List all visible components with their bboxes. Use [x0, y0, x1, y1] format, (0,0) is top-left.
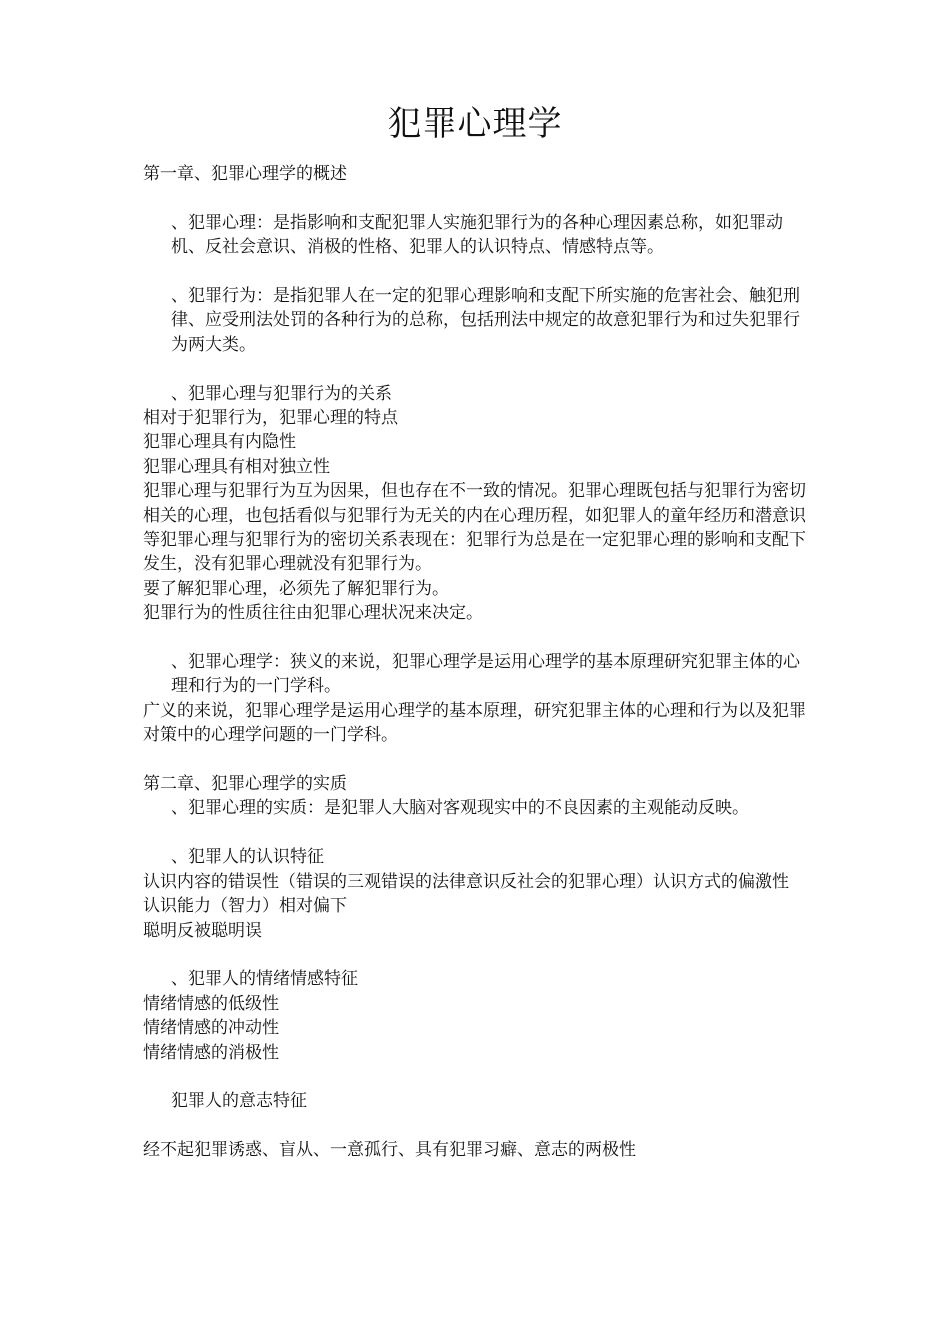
paragraph-definition-criminal-psychology: 、犯罪心理：是指影响和支配犯罪人实施犯罪行为的各种心理因素总称，如犯罪动机、反社会意识、消极的性格、犯罪人的认识特点、情感特点等。	[171, 212, 783, 258]
paragraph-gap	[143, 357, 807, 381]
text-line: 相对于犯罪行为，犯罪心理的特点	[143, 408, 398, 429]
paragraph-definition-narrow: 、犯罪心理学：狭义的来说，犯罪心理学是运用心理学的基本原理研究犯罪主体的心理和行为的一门学科。	[171, 652, 800, 697]
text-line: 经不起犯罪诱惑、盲从、一意孤行、具有犯罪习癖、意志的两极性	[143, 1140, 636, 1161]
section-heading-relationship: 、犯罪心理与犯罪行为的关系	[171, 383, 392, 404]
chapter-2-heading: 第二章、犯罪心理学的实质	[143, 774, 347, 795]
paragraph-gap	[143, 626, 807, 650]
paragraph-gap	[143, 821, 807, 845]
text-line: 聪明反被聪明误	[143, 920, 262, 941]
text-line: 犯罪行为的性质往往由犯罪心理状况来决定。	[143, 603, 483, 624]
text-line: 情绪情感的冲动性	[143, 1018, 279, 1039]
document-title: 犯罪心理学	[387, 104, 563, 144]
paragraph-gap	[143, 260, 807, 284]
paragraph-relationship-detail: 犯罪心理与犯罪行为互为因果，但也存在不一致的情况。犯罪心理既包括与犯罪行为密切相关的心理，也包括看似与犯罪行为无关的内在心理历程，如犯罪人的童年经历和潜意识等犯罪心理与犯罪行为的密切关系表现在：犯罪行为总是在一定犯罪心理的影响和支配下发生，没有犯罪心理就没有犯罪行为。	[143, 481, 806, 575]
text-line: 犯罪心理具有内隐性	[143, 432, 296, 453]
paragraph-gap	[143, 1114, 807, 1138]
paragraph-gap	[143, 748, 807, 772]
paragraph-definition-broad: 广义的来说，犯罪心理学是运用心理学的基本原理，研究犯罪主体的心理和行为以及犯罪对策中的心理学问题的一门学科。	[143, 700, 806, 746]
paragraph-definition-criminal-behavior: 、犯罪行为：是指犯罪人在一定的犯罪心理影响和支配下所实施的危害社会、触犯刑律、应受刑法处罚的各种行为的总称，包括刑法中规定的故意犯罪行为和过失犯罪行为两大类。	[171, 286, 800, 355]
chapter-1-heading: 第一章、犯罪心理学的概述	[143, 164, 347, 184]
section-heading-emotion: 、犯罪人的情绪情感特征	[171, 969, 358, 990]
text-line: 认识能力（智力）相对偏下	[143, 896, 347, 917]
paragraph-gap	[143, 1065, 807, 1089]
paragraph-gap	[143, 186, 807, 210]
section-heading-cognition: 、犯罪人的认识特征	[171, 847, 324, 868]
text-line: 情绪情感的消极性	[143, 1042, 279, 1063]
text-line: 犯罪心理具有相对独立性	[143, 456, 330, 477]
document-body	[143, 162, 807, 1163]
section-heading-will: 犯罪人的意志特征	[171, 1091, 307, 1112]
paragraph-essence: 、犯罪心理的实质：是犯罪人大脑对客观现实中的不良因素的主观能动反映。	[171, 798, 749, 819]
text-line: 认识内容的错误性（错误的三观错误的法律意识反社会的犯罪心理）认识方式的偏激性	[143, 871, 789, 892]
text-line: 要了解犯罪心理，必须先了解犯罪行为。	[143, 578, 449, 599]
text-line: 情绪情感的低级性	[143, 993, 279, 1014]
paragraph-gap	[143, 943, 807, 967]
